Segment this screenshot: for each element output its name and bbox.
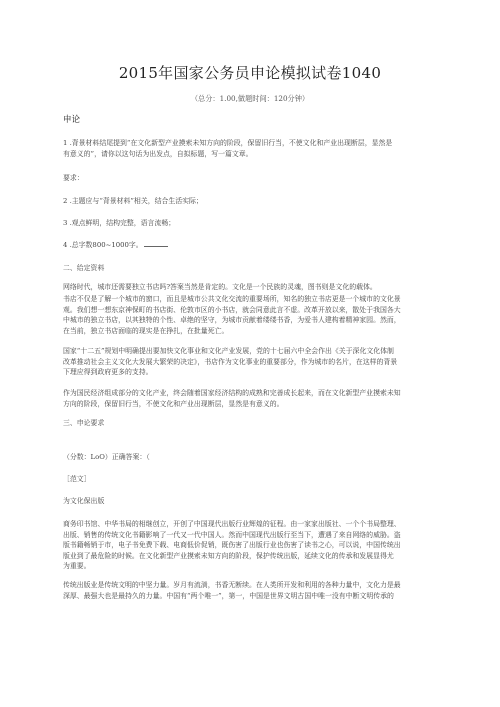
requirement-2: 2 .主题应与“背景材料”相关，结合生活实际； (63, 197, 203, 205)
material-line: 在当前，独立书店面临的现实是在挣扎，在批量死亡。 (63, 326, 229, 335)
document-title: 2015年国家公务员申论模拟试卷1040 (118, 64, 382, 82)
essay-line: 传统出版业是传统文明的中坚力量。岁月有流淌，书香无断续。在人类所开发和利用的各种力量中，文化力是最 (63, 581, 401, 589)
material-paragraph-1: 网络时代，城市还需要独立书店吗?答案当然是肯定的。文化是一个民族的灵魂，图书则是文化的载体。 (63, 283, 377, 291)
material-line: 书店不仅是了解一个城市的窗口，而且是城市公共文化交流的重要场所，知名的独立书店更是一个城市的文化景 (63, 295, 401, 303)
section-heading-shenlun: 申论 (63, 115, 81, 125)
section-requirements: 三、申论要求 (63, 419, 105, 427)
material-line: 中城市的独立书店，以其独特的个性、卓绝的坚守，为城市贡献着缕缕书香，为爱书人建构着精神家园。然而， (63, 316, 401, 324)
question-1 (63, 138, 435, 159)
requirements-label: 要求： (63, 174, 84, 182)
answer-blank-line (144, 240, 168, 247)
material-paragraph-2 (63, 294, 435, 336)
material-paragraph-3 (63, 346, 435, 378)
essay-line: 版书籍畅销于市，电子书免费下载、电商低价促销，既伤害了出版行业也伤害了读书之心，可以说，中国传统出 (63, 541, 401, 549)
essay-line: 出版、销售的传统文化书籍影响了一代又一代中国人。然而中国现代出版行至当下，遭遇了来自网络的威胁。盗 (63, 530, 401, 539)
essay-paragraph-1 (63, 519, 435, 572)
material-line: 方向的阶段，保留旧行当，不使文化和产业出现断层，显然是有意义的。 (63, 399, 284, 408)
material-line: 改革推动社会主义文化大发展大繁荣的决定》，书店作为文化事业的重要部分，作为城市的名片，在这样的背景 (63, 357, 398, 366)
material-line: 作为国民经济组成部分的文化产业，终会随着国家经济结构的成熟和完善成长起来，而在文化新型产业摸索未知 (63, 389, 401, 397)
requirement-3: 3 .观点鲜明，结构完整，语言流畅； (63, 219, 176, 227)
material-line: 国家“十二五”规划中明确提出要加快文化事业和文化产业发展，党的十七届六中全会作出《关于深化文化体制 (63, 347, 394, 355)
requirement-4-text: 4 .总字数800~1000字。 (63, 241, 143, 249)
material-line: 下理应得到政府更多的支持。 (63, 368, 153, 376)
material-paragraph-4 (63, 388, 435, 409)
essay-line: 商务印书馆、中华书局的相继创立，开创了中国现代出版行业辉煌的征程。由一家家出版社、一个个书局整理、 (63, 520, 401, 528)
material-line: 观。我们想一想东京神保町的书店街、伦敦市区的小书店，就会同意此言不虚。改革开放以来，散处于我国各大 (63, 305, 401, 314)
essay-line: 版业到了最危险的时候。在文化新型产业摸索未知方向的阶段，保护传统出版，延续文化的传承和发展显得尤 (63, 551, 394, 560)
essay-paragraph-2 (63, 580, 435, 601)
essay-line: 深厚、最强大也是最持久的力量。中国有“两个唯一”，第一，中国是世界文明古国中唯一没有中断文明传承的 (63, 591, 394, 600)
sample-essay-label: ［范文］ (63, 475, 91, 483)
question-1-line: 有意义的”，请你以这句话为出发点，自拟标题，写一篇文章。 (63, 149, 253, 158)
essay-title: 为文化保出版 (63, 497, 105, 505)
question-1-line: 1 .背景材料结尾提到“在文化新型产业摸索未知方向的阶段，保留旧行当，不使文化和产业出现断层，显然是 (63, 139, 393, 147)
exam-meta: （总分：1.00,做题时间：120分钟） (190, 94, 310, 103)
requirement-4 (63, 240, 435, 251)
score-line: （分数：LoO）正确答案：（ (63, 453, 150, 461)
essay-line: 为重要。 (63, 562, 91, 570)
section-given-materials: 二、给定资料 (63, 264, 105, 272)
